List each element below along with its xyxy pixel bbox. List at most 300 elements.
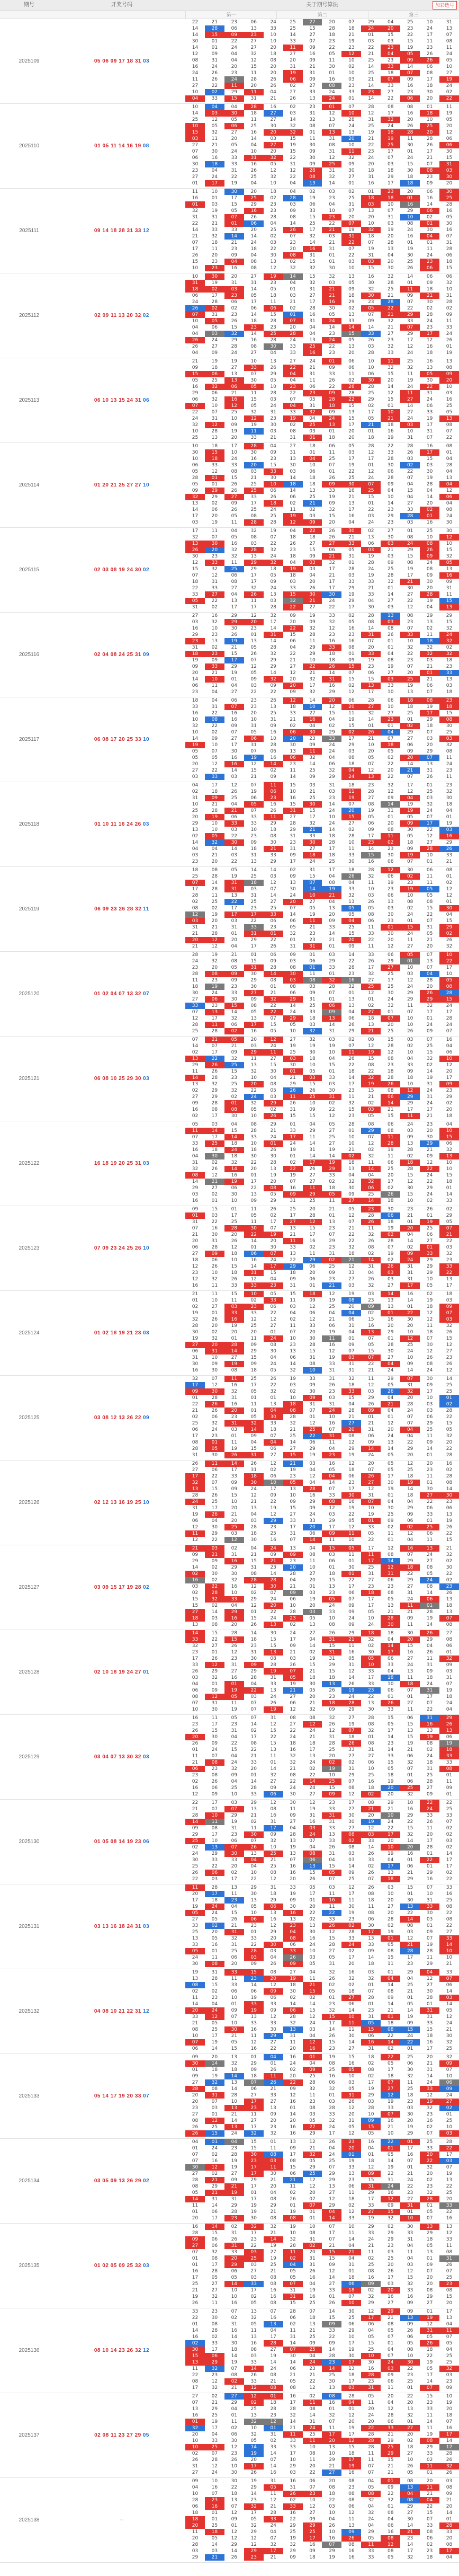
trend-cell: 17	[368, 410, 374, 415]
trend-cell: 17	[446, 1283, 453, 1288]
trend-cell: 31	[329, 1402, 335, 1407]
trend-cell: 28	[348, 566, 355, 572]
trend-cell: 31	[329, 1734, 335, 1740]
trend-cell: 33	[368, 931, 374, 936]
trend-cell: 08	[309, 123, 316, 129]
trend-cell: 02	[192, 1414, 199, 1420]
trend-cell: 12	[231, 1245, 238, 1250]
trend-cell: 18	[439, 1747, 459, 1753]
trend-cell: 07	[185, 2039, 205, 2046]
draw-numbers	[58, 1545, 185, 1630]
trend-cell: 33	[290, 586, 296, 591]
trend-cell: 04	[185, 95, 205, 102]
trend-cell: 09	[329, 365, 335, 370]
draw-numbers	[58, 1800, 185, 1884]
trend-cell: 20	[250, 1766, 257, 1772]
trend-cell: 23	[329, 1800, 335, 1805]
trend-cell: 30	[388, 990, 394, 996]
trend-cell: 31	[250, 1467, 257, 1473]
trend-cell: 04	[264, 1439, 283, 1446]
trend-cell: 24	[407, 350, 413, 356]
trend-cell: 12	[329, 111, 335, 116]
trend-cell: 17	[192, 246, 199, 252]
trend-cell: 25	[250, 1376, 257, 1382]
trend-cell: 13	[290, 749, 296, 754]
trend-cell: 25	[420, 123, 439, 129]
trend-cell: 09	[426, 1792, 433, 1797]
trend-cell: 04	[348, 1173, 355, 1178]
trend-cell: 21	[309, 64, 316, 69]
trend-cell: 20	[211, 2055, 218, 2060]
trend-cell: 29	[283, 1015, 303, 1022]
trend-cell: 32	[446, 944, 453, 949]
trend-cell: 07	[290, 397, 296, 402]
trend-cell: 26	[290, 96, 296, 101]
trend-cell: 18	[361, 195, 381, 201]
trend-cell: 20	[290, 246, 296, 252]
trend-cell: 04	[381, 51, 400, 57]
trend-cell: 19	[309, 196, 316, 201]
trend-cell: 09	[426, 573, 433, 578]
trend-cell: 17	[192, 1656, 199, 1661]
trend-cell: 29	[250, 1800, 257, 1805]
trend-cell: 02	[250, 1298, 257, 1303]
trend-cell: 27	[439, 2099, 459, 2105]
trend-cell: 29	[250, 1349, 257, 1354]
trend-cell: 23	[224, 1897, 244, 1904]
trend-cell: 04	[407, 482, 413, 487]
trend-cell: 08	[388, 626, 394, 631]
trend-cell: 22	[270, 1499, 276, 1504]
trend-cell: 02	[348, 306, 355, 311]
trend-cell: 32	[368, 287, 374, 292]
trend-cell: 10	[368, 742, 374, 748]
trend-cell: 20	[388, 1910, 394, 1916]
trend-cell: 06	[231, 698, 238, 703]
trend-cell: 31	[368, 174, 374, 180]
trend-grid-row	[185, 808, 459, 814]
trend-cell: 24	[407, 1122, 413, 1127]
trend-cell: 20	[192, 762, 199, 767]
red-balls: 02 04 08 24 25 31	[94, 652, 141, 658]
trend-cell: 07	[388, 208, 394, 214]
trend-cell: 06	[250, 1989, 257, 1994]
trend-grid-row	[185, 488, 459, 494]
trend-cell: 30	[426, 1486, 433, 1492]
blue-ball: 02	[143, 1584, 150, 1590]
trend-cell: 26	[368, 1402, 374, 1407]
trend-grid-row	[185, 1982, 459, 1988]
trend-cell: 20	[388, 1838, 394, 1844]
trend-cell: 04	[341, 1310, 361, 1316]
trend-cell: 17	[426, 2046, 433, 2051]
trend-cell: 18	[250, 1147, 257, 1153]
trend-cell: 13	[439, 604, 459, 610]
trend-cell: 15	[250, 959, 257, 964]
trend-cell: 26	[322, 663, 341, 670]
trend-cell: 05	[205, 318, 224, 324]
trend-cell: 26	[264, 1113, 283, 1119]
trend-cell: 18	[439, 704, 459, 710]
trend-cell: 09	[231, 1486, 238, 1492]
trend-cell: 20	[348, 350, 355, 356]
trend-cell: 13	[348, 997, 355, 1002]
trend-cell: 14	[407, 274, 413, 279]
trend-cell: 12	[348, 1440, 355, 1445]
trend-cell: 13	[250, 554, 257, 559]
trend-cell: 25	[426, 528, 433, 534]
trend-cell: 30	[341, 481, 361, 488]
trend-cell: 07	[192, 240, 199, 245]
trend-cell: 09	[309, 1506, 316, 1511]
trend-cell: 28	[224, 1225, 244, 1232]
trend-cell: 12	[250, 1603, 257, 1608]
trend-cell: 25	[426, 1043, 433, 1049]
trend-cell: 19	[368, 808, 374, 813]
trend-cell: 17	[211, 1113, 218, 1119]
trend-cell: 21	[420, 293, 439, 299]
trend-cell: 02	[388, 1525, 394, 1530]
trend-cell: 07	[250, 749, 257, 754]
trend-cell: 20	[309, 579, 316, 585]
trend-cell: 07	[426, 918, 433, 924]
trend-cell: 11	[368, 1904, 374, 1909]
trend-cell: 25	[446, 403, 453, 409]
trend-cell: 21	[290, 1766, 296, 1772]
trend-cell: 32	[290, 1754, 296, 1759]
trend-cell: 09	[192, 2074, 199, 2079]
trend-cell: 16	[446, 1461, 453, 1466]
trend-cell: 23	[231, 1722, 238, 1727]
trend-cell: 32	[264, 676, 283, 683]
trend-cell: 30	[250, 1154, 257, 1159]
trend-cell: 01	[329, 1565, 335, 1570]
trend-cell: 17	[446, 1857, 453, 1863]
trend-cell: 22	[407, 1440, 413, 1445]
trend-cell: 13	[446, 1609, 453, 1615]
trend-cell: 13	[250, 1192, 257, 1197]
trend-cell: 30	[224, 839, 244, 846]
trend-cell: 19	[224, 1179, 244, 1185]
trend-cell: 04	[231, 51, 238, 57]
trend-cell: 03	[381, 1270, 400, 1276]
trend-cell: 19	[341, 795, 361, 801]
trend-cell: 06	[400, 95, 420, 102]
trend-cell: 20	[426, 501, 433, 506]
trend-cell: 26	[205, 1062, 224, 1068]
trend-cell: 13	[329, 906, 335, 911]
trend-cell: 05	[231, 965, 238, 970]
trend-cell: 25	[264, 1851, 283, 1857]
trend-cell: 29	[231, 1565, 238, 1570]
trend-grid-row	[185, 25, 459, 32]
trend-cell: 30	[368, 1923, 374, 1928]
trend-cell: 01	[400, 958, 420, 964]
trend-cell: 10	[329, 1616, 335, 1621]
trend-cell: 15	[322, 1545, 341, 1552]
trend-cell: 01	[329, 971, 335, 977]
trend-cell: 19	[381, 136, 400, 142]
trend-cell: 08	[426, 1361, 433, 1367]
trend-cell: 32	[361, 1179, 381, 1185]
trend-cell: 17	[426, 1838, 433, 1844]
trend-cell: 06	[290, 1942, 296, 1948]
trend-cell: 30	[348, 168, 355, 173]
trend-cell: 14	[329, 1022, 335, 1028]
trend-cell: 02	[348, 378, 355, 383]
trend-cell: 09	[309, 45, 316, 50]
trend-cell: 06	[426, 1506, 433, 1511]
trend-cell: 09	[329, 410, 335, 415]
trend-cell: 25	[368, 1773, 374, 1778]
trend-cell: 19	[192, 1970, 199, 1975]
trend-cell: 23	[368, 664, 374, 669]
trend-grid-row	[185, 57, 459, 64]
trend-cell: 08	[348, 1433, 355, 1439]
trend-cell: 03	[407, 1128, 413, 1134]
trend-cell: 06	[348, 1317, 355, 1322]
trend-cell: 09	[205, 795, 224, 801]
trend-cell: 03	[250, 1518, 257, 1524]
trend-cell: 22	[341, 240, 361, 246]
trend-cell: 22	[368, 1537, 374, 1543]
trend-cell: 15	[426, 906, 433, 911]
trend-grid-row	[185, 324, 459, 331]
trend-cell: 08	[368, 1741, 374, 1746]
trend-cell: 04	[270, 1075, 276, 1081]
trend-cell: 04	[309, 1122, 316, 1127]
trend-cell: 03	[231, 918, 238, 924]
trend-cell: 07	[211, 1376, 218, 1382]
trend-cell: 25	[270, 1864, 276, 1869]
trend-cell: 25	[303, 422, 322, 428]
trend-cell: 24	[348, 1616, 355, 1621]
trend-grid	[185, 104, 459, 188]
trend-cell: 01	[250, 1173, 257, 1178]
trend-cell: 32	[407, 1792, 413, 1797]
trend-grid-row	[185, 1257, 459, 1263]
trend-cell: 32	[192, 208, 199, 214]
trend-cell: 23	[290, 762, 296, 767]
trend-cell: 01	[348, 1336, 355, 1341]
trend-cell: 25	[388, 1512, 394, 1517]
trend-cell: 30	[407, 168, 413, 173]
trend-grid-row	[185, 1062, 459, 1068]
trend-cell: 26	[270, 1376, 276, 1382]
draw-numbers	[58, 189, 185, 273]
trend-cell: 06	[192, 1245, 199, 1250]
trend-cell: 29	[264, 2033, 283, 2039]
trend-cell: 14	[192, 736, 199, 741]
trend-cell: 32	[309, 689, 316, 695]
trend-cell: 16	[439, 833, 459, 839]
trend-cell: 03	[348, 2080, 355, 2085]
trend-cell: 09	[231, 2008, 238, 2013]
trend-cell: 06	[244, 220, 264, 227]
trend-cell: 17	[348, 422, 355, 428]
trend-cell: 18	[381, 742, 400, 748]
trend-cell: 23	[329, 2002, 335, 2007]
trend-cell: 06	[270, 952, 276, 958]
trend-cell: 06	[303, 1857, 322, 1863]
trend-cell: 16	[400, 1545, 420, 1552]
trend-cell: 17	[420, 710, 439, 716]
trend-cell: 07	[341, 220, 361, 227]
draw-numbers	[58, 1460, 185, 1545]
trend-cell: 24	[388, 1433, 394, 1439]
trend-cell: 33	[270, 2021, 276, 2026]
trend-cell: 08	[309, 1552, 316, 1557]
trend-cell: 03	[290, 1383, 296, 1388]
trend-grid	[185, 358, 459, 442]
trend-cell: 02	[322, 1759, 341, 1766]
trend-cell: 15	[309, 1349, 316, 1354]
trend-cell: 17	[426, 149, 433, 154]
trend-grid-row	[185, 1844, 459, 1851]
trend-cell: 33	[270, 1421, 276, 1426]
trend-cell: 29	[192, 821, 199, 826]
trend-cell: 10	[211, 827, 218, 833]
trend-cell: 31	[420, 1687, 439, 1694]
trend-cell: 14	[309, 698, 316, 703]
trend-cell: 09	[211, 51, 218, 57]
trend-cell: 18	[426, 83, 433, 88]
trend-cell: 11	[348, 846, 355, 852]
trend-grid-row	[185, 1420, 459, 1427]
trend-cell: 18	[231, 1141, 238, 1146]
trend-cell: 02	[381, 839, 400, 846]
trend-cell: 22	[205, 1583, 224, 1590]
trend-cell: 26	[446, 1525, 453, 1530]
trend-cell: 32	[192, 1376, 199, 1382]
trend-cell: 22	[368, 45, 374, 50]
trend-cell: 25	[211, 1499, 218, 1504]
trend-cell: 18	[270, 566, 276, 572]
trend-cell: 10	[309, 463, 316, 468]
trend-cell: 15	[205, 32, 224, 38]
trend-cell: 11	[368, 925, 374, 930]
trend-cell: 31	[211, 1970, 218, 1975]
trend-cell: 24	[231, 456, 238, 462]
trend-grid-row	[185, 1270, 459, 1276]
draw-numbers	[58, 2054, 185, 2138]
trend-cell: 33	[329, 1838, 335, 1844]
trend-cell: 28	[290, 2014, 296, 2020]
trend-cell: 01	[211, 45, 218, 50]
trend-cell: 22	[439, 958, 459, 964]
trend-cell: 07	[329, 990, 335, 996]
trend-cell: 08	[368, 2067, 374, 2073]
trend-cell: 06	[192, 2046, 199, 2051]
trend-cell: 23	[446, 664, 453, 669]
trend-cell: 07	[211, 1754, 218, 1759]
trend-cell: 26	[224, 1452, 244, 1458]
trend-cell: 01	[348, 1559, 355, 1564]
trend-cell: 21	[388, 547, 394, 553]
trend-cell: 10	[407, 1198, 413, 1203]
trend-cell: 18	[400, 1159, 420, 1166]
trend-cell: 12	[205, 1662, 224, 1668]
trend-cell: 20	[205, 547, 224, 553]
trend-cell: 09	[446, 312, 453, 317]
trend-cell: 19	[211, 280, 218, 286]
trend-cell: 01	[388, 639, 394, 644]
trend-cell: 14	[368, 626, 374, 631]
trend-cell: 28	[381, 1615, 400, 1622]
trend-cell: 01	[426, 2002, 433, 2007]
trend-cell: 27	[348, 1826, 355, 1831]
trend-cell: 27	[270, 117, 276, 122]
trend-cell: 15	[388, 371, 394, 377]
trend-cell: 15	[231, 202, 238, 207]
trend-cell: 04	[211, 689, 218, 695]
trend-cell: 14	[446, 1486, 453, 1492]
trend-cell: 02	[250, 1728, 257, 1733]
trend-cell: 16	[250, 338, 257, 343]
trend-cell: 30	[205, 1153, 224, 1159]
trend-cell: 33	[250, 1792, 257, 1797]
trend-cell: 28	[446, 1016, 453, 1021]
trend-cell: 03	[309, 1955, 316, 1960]
trend-grid-row	[185, 384, 459, 390]
trend-cell: 21	[426, 1113, 433, 1119]
pick-numbers-badge[interactable]: 加彩选号	[433, 1, 457, 10]
trend-cell: 06	[211, 391, 218, 396]
trend-cell: 28	[426, 136, 433, 141]
trend-cell: 17	[290, 859, 296, 864]
trend-cell: 21	[348, 1226, 355, 1231]
trend-cell: 17	[368, 1597, 374, 1602]
trend-cell: 27	[192, 1094, 199, 1100]
issue-number: 2025120	[19, 991, 40, 997]
trend-cell: 33	[192, 1942, 199, 1948]
trend-cell: 09	[270, 774, 276, 780]
trend-cell: 33	[420, 1251, 439, 1257]
trend-grid-row	[185, 591, 459, 598]
trend-cell: 24	[192, 959, 199, 964]
trend-cell: 28	[368, 698, 374, 703]
trend-cell: 17	[348, 507, 355, 512]
trend-cell: 13	[446, 26, 453, 31]
trend-cell: 30	[290, 742, 296, 748]
trend-cell: 04	[283, 371, 303, 377]
issue-number: 2025118	[19, 821, 40, 827]
trend-cell: 02	[231, 1546, 238, 1551]
trend-cell: 32	[348, 1101, 355, 1106]
trend-cell: 20	[348, 435, 355, 440]
trend-cell: 13	[348, 899, 355, 905]
trend-cell: 13	[290, 1226, 296, 1231]
trend-cell: 06	[348, 1474, 355, 1479]
trend-cell: 26	[192, 344, 199, 349]
trend-grid-row	[185, 1942, 459, 1948]
trend-cell: 25	[224, 1062, 244, 1068]
trend-cell: 29	[388, 174, 394, 180]
trend-cell: 12	[270, 168, 276, 173]
trend-cell: 02	[290, 2067, 296, 2073]
trend-cell: 05	[185, 1910, 205, 1916]
trend-grid-row	[185, 110, 459, 117]
trend-cell: 20	[388, 1427, 394, 1432]
trend-cell: 09	[446, 579, 453, 585]
trend-cell: 14	[283, 273, 303, 280]
trend-cell: 09	[270, 579, 276, 585]
trend-cell: 16	[192, 1715, 199, 1721]
trend-cell: 19	[388, 2099, 394, 2104]
trend-cell: 03	[192, 1192, 199, 1197]
trend-cell: 33	[185, 1636, 205, 1643]
trend-cell: 09	[283, 1961, 303, 1967]
